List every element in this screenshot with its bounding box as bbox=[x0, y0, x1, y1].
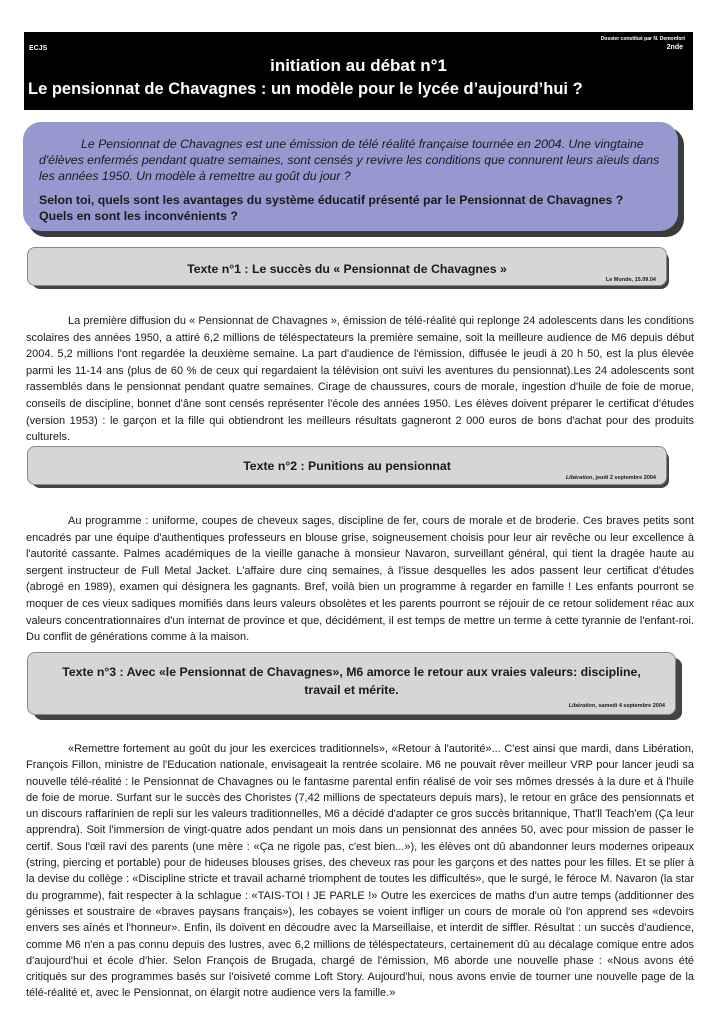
text1-body: La première diffusion du « Pensionnat de Chavagnes », émission de télé-réalité qui replonge 24 adolescents dans les conditions scolaires des années 1950, a attiré 6,2 millions de téléspectateurs la première semaine, soit la meilleure audience de M6 depuis début 2004. 5,2 millions l'ont regardée la deuxième semaine. La part d'audience de l'émission, diffusée le jeudi à 20 h 50, est la plus élevée parmi les 11-14 ans (plus de 60 % de ceux qui regardaient la télévision ont suivi les aventures du pensionnat).Les 24 adolescents sont rassemblés dans le pensionnat pendant quatre semaines. Cirage de chaussures, cours de morale, ingestion d'huile de foie de morue, conseils de discipline, bonnet d'âne sont censés représenter l'école des années 1950. Les élèves doivent préparer le certificat d'études (version 1953) : le garçon et la fille qui obtiendront les meilleurs résultats gagneront 2 000 euros de bons d'achat pour des produits culturels. bbox=[26, 315, 694, 444]
class-level: 2nde bbox=[666, 44, 683, 51]
text3-body: «Remettre fortement au goût du jour les exercices traditionnels», «Retour à l'autorité»... C'est ainsi que mardi, dans Libération, François Fillon, ministre de l'Education nationale, envisageait la rentrée scolaire. M6 ne pouvait rêver meilleur VRP pour lancer jeudi sa nouvelle télé-réalité : le Pensionnat de Chavagnes ou le fantasme parental enfin réalisé de voir ses mômes dressés à la dure et à l'huile de foie de morue. Surfant sur le succès des Choristes (7,42 millions de spectateurs depuis mars), le retour en grâce des pensionnats et un discours raffarinien de repli sur les valeurs traditionnelles, M6 a décidé d'adapter ce gros succès britannique, That'll Teach'em (Ça leur apprendra). Soit l'immersion de vingt-quatre ados pendant un mois dans un pensionnat des années 50, avec pour mission de passer le certif. Sous l'œil ravi des parents (une mère : «Ça ne rigole pas, c'est bien...»), les élèves ont dû abandonner leurs modernes oripeaux (string, piercing et portable) pour de hideuses blouses grises, des cheveux ras pour les garçons et des nattes pour les filles. Et se plier à la devise du collège : «Discipline stricte et travail acharné triomphent de toutes les difficultés», que le surgé, le féroce M. Navaron (la star du programme), fait respecter à la schlague : «TAIS-TOI ! JE PARLE !» Outre les exercices de maths d'un autre temps (additionner des génisses et soustraire de «braves paysans français»), les cobayes se voient infliger un cours de morale où l'on apprend ses «devoirs envers ses aînés et l'honneur». Enfin, ils doivent en découdre avec la Marseillaise, et interdit de siffler. Résultat : un succès d'audience, comme M6 n'en a pas connu depuis des lustres, avec 6,2 millions de téléspectateurs, certainement dû au décalage comique entre ados d'aujourd'hui et école d'hier. Selon François de Brugada, chargé de l'émission, M6 aborde une nouvelle phase : «Nous avons été critiqués sur des programmes basés sur l'oisiveté comme Loft Story. Aujourd'hui, nous avons envie de tourner une nouvelle page de la télé-réalité et, avec le Pensionnat, on élargit notre audience vers la famille.» bbox=[26, 743, 694, 1000]
text3-title: Texte n°3 : Avec «le Pensionnat de Chavagnes», M6 amorce le retour aux vraies valeurs: discipline, travail et mérite. bbox=[62, 665, 641, 697]
text1-source: Le Monde, 15.09.04 bbox=[605, 277, 656, 283]
intro-box bbox=[23, 122, 678, 231]
text2-header-box bbox=[27, 446, 667, 485]
text2-source-date: , jeudi 2 septembre 2004 bbox=[592, 475, 656, 481]
text1-title: Texte n°1 : Le succès du « Pensionnat de Chavagnes » bbox=[187, 262, 507, 276]
text3-source-date: , samedi 4 septembre 2004 bbox=[595, 703, 665, 709]
text2-title: Texte n°2 : Punitions au pensionnat bbox=[243, 459, 451, 473]
text2-source bbox=[566, 475, 656, 481]
text3-source-name: Libération bbox=[568, 703, 596, 709]
text3-header-box bbox=[27, 652, 676, 715]
document-subtitle: Le pensionnat de Chavagnes : un modèle pour le lycée d’aujourd’hui ? bbox=[28, 80, 583, 98]
author-credit: Dossier constitué par N. Demonfort bbox=[600, 36, 685, 42]
intro-paragraph: Le Pensionnat de Chavagnes est une émission de télé réalité française tournée en 2004. Une vingtaine d'élèves enfermés pendant quatre semaines, sont censés y revivre les conditions que connurent leurs aïeuls dans les années 1950. Un modèle à remettre au goût du jour ? bbox=[39, 137, 660, 183]
text2-source-name: Libération bbox=[565, 475, 593, 481]
document-header bbox=[24, 32, 693, 110]
document-title: initiation au débat n°1 bbox=[270, 56, 447, 75]
text1-header-box bbox=[27, 247, 667, 286]
intro-question: Selon toi, quels sont les avantages du système éducatif présenté par le Pensionnat de Chavagnes ? Quels en sont les inconvénients ? bbox=[39, 193, 624, 223]
subject-label: ECJS bbox=[29, 45, 48, 52]
text2-body: Au programme : uniforme, coupes de cheveux sages, discipline de fer, cours de morale et de broderie. Ces braves petits sont encadrés par une équipe d'authentiques professeurs en blouse grise, soigneusement choisis pour leur air revêche ou leur excellence à l'autorité cassante. Palmes académiques de la vieille ganache à monsieur Navaron, surveillant général, qui tient la dragée haute au sergent instructeur de Full Metal Jacket. L'affaire dure cinq semaines, à l'issue desquelles les ados passent leur certificat d'études (abrogé en 1989), examen qui désignera les gagnants. Bref, voilà bien un programme à regarder en famille ! Les enfants pourront se moquer de ces vieux sadiques momifiés dans leurs valeurs obsolètes et les parents pourront se réjouir de ce retour solidement réac aux valeurs concentrationnaires d'un internat de province et que, décidément, il est temps de mettre un terme à cette tyrannie de l'enfant-roi. Du conflit de générations comme à la maison. bbox=[26, 515, 694, 644]
text3-source bbox=[569, 703, 665, 709]
